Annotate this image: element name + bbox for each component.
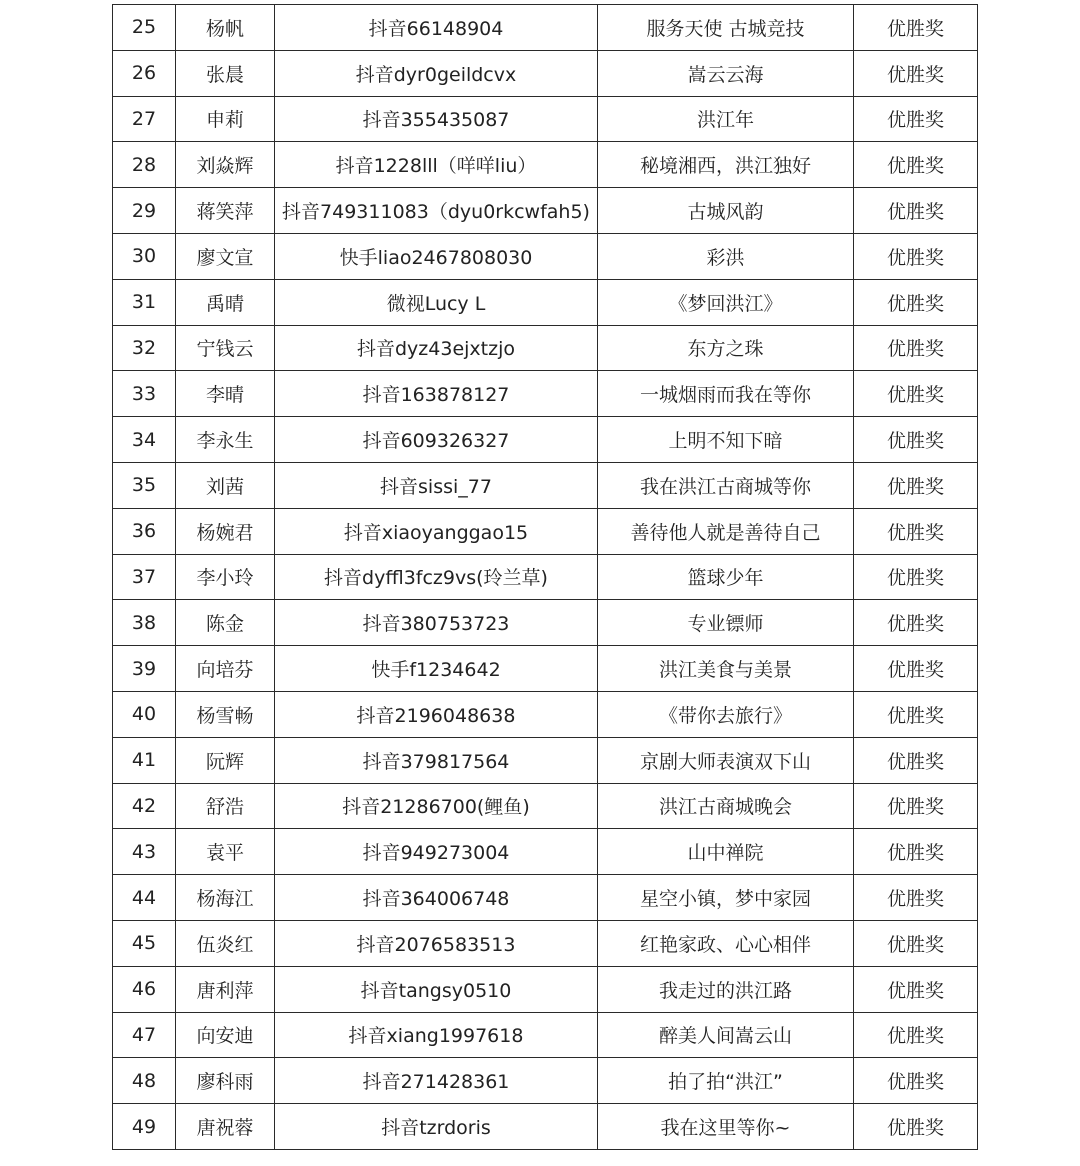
award-level-cell: 优胜奖 [854, 1104, 978, 1150]
work-title-cell: 篮球少年 [598, 554, 854, 600]
table-row [113, 325, 978, 371]
platform-account-cell: 快手f1234642 [275, 646, 598, 692]
award-level-cell: 优胜奖 [854, 50, 978, 96]
platform-account-cell: 抖音355435087 [275, 96, 598, 142]
award-level-cell: 优胜奖 [854, 5, 978, 51]
award-level-cell: 优胜奖 [854, 462, 978, 508]
work-title-cell: 善待他人就是善待自己 [598, 508, 854, 554]
platform-account-cell: 抖音xiang1997618 [275, 1012, 598, 1058]
row-number-cell: 42 [113, 783, 176, 829]
row-number-cell: 38 [113, 600, 176, 646]
table-row [113, 600, 978, 646]
row-number-cell: 43 [113, 829, 176, 875]
work-title-cell: 洪江古商城晚会 [598, 783, 854, 829]
work-title-cell: 《带你去旅行》 [598, 691, 854, 737]
winner-name-cell: 廖科雨 [176, 1058, 275, 1104]
row-number-cell: 25 [113, 5, 176, 51]
award-level-cell: 优胜奖 [854, 508, 978, 554]
work-title-cell: 山中禅院 [598, 829, 854, 875]
winner-name-cell: 唐祝蓉 [176, 1104, 275, 1150]
work-title-cell: 京剧大师表演双下山 [598, 737, 854, 783]
winner-name-cell: 向培芬 [176, 646, 275, 692]
row-number-cell: 30 [113, 233, 176, 279]
work-title-cell: 洪江美食与美景 [598, 646, 854, 692]
row-number-cell: 37 [113, 554, 176, 600]
platform-account-cell: 抖音1228lll（咩咩liu） [275, 142, 598, 188]
table-row [113, 691, 978, 737]
winner-name-cell: 刘茜 [176, 462, 275, 508]
platform-account-cell: 抖音163878127 [275, 371, 598, 417]
work-title-cell: 星空小镇，梦中家园 [598, 875, 854, 921]
award-level-cell: 优胜奖 [854, 325, 978, 371]
work-title-cell: 拍了拍“洪江” [598, 1058, 854, 1104]
winner-name-cell: 陈金 [176, 600, 275, 646]
platform-account-cell: 抖音380753723 [275, 600, 598, 646]
row-number-cell: 40 [113, 691, 176, 737]
winner-name-cell: 李晴 [176, 371, 275, 417]
work-title-cell: 红艳家政、心心相伴 [598, 920, 854, 966]
award-level-cell: 优胜奖 [854, 600, 978, 646]
platform-account-cell: 抖音66148904 [275, 5, 598, 51]
row-number-cell: 36 [113, 508, 176, 554]
winner-name-cell: 申莉 [176, 96, 275, 142]
work-title-cell: 秘境湘西，洪江独好 [598, 142, 854, 188]
row-number-cell: 41 [113, 737, 176, 783]
work-title-cell: 我在洪江古商城等你 [598, 462, 854, 508]
row-number-cell: 34 [113, 417, 176, 463]
row-number-cell: 28 [113, 142, 176, 188]
award-level-cell: 优胜奖 [854, 233, 978, 279]
award-table [112, 4, 978, 1150]
row-number-cell: 29 [113, 188, 176, 234]
table-row [113, 5, 978, 51]
row-number-cell: 47 [113, 1012, 176, 1058]
winner-name-cell: 阮辉 [176, 737, 275, 783]
work-title-cell: 我在这里等你~ [598, 1104, 854, 1150]
work-title-cell: 上明不知下暗 [598, 417, 854, 463]
platform-account-cell: 抖音dyr0geildcvx [275, 50, 598, 96]
work-title-cell: 嵩云云海 [598, 50, 854, 96]
winner-name-cell: 向安迪 [176, 1012, 275, 1058]
table-row [113, 279, 978, 325]
table-row [113, 554, 978, 600]
winner-name-cell: 杨婉君 [176, 508, 275, 554]
winner-name-cell: 蒋笑萍 [176, 188, 275, 234]
award-level-cell: 优胜奖 [854, 1058, 978, 1104]
platform-account-cell: 抖音749311083（dyu0rkcwfah5) [275, 188, 598, 234]
table-row [113, 96, 978, 142]
winner-name-cell: 李永生 [176, 417, 275, 463]
winner-name-cell: 禹晴 [176, 279, 275, 325]
row-number-cell: 49 [113, 1104, 176, 1150]
platform-account-cell: 抖音271428361 [275, 1058, 598, 1104]
table-row [113, 233, 978, 279]
platform-account-cell: 抖音21286700(鲤鱼) [275, 783, 598, 829]
platform-account-cell: 快手liao2467808030 [275, 233, 598, 279]
award-level-cell: 优胜奖 [854, 96, 978, 142]
winner-name-cell: 李小玲 [176, 554, 275, 600]
award-level-cell: 优胜奖 [854, 966, 978, 1012]
award-level-cell: 优胜奖 [854, 188, 978, 234]
work-title-cell: 一城烟雨而我在等你 [598, 371, 854, 417]
award-level-cell: 优胜奖 [854, 279, 978, 325]
award-level-cell: 优胜奖 [854, 142, 978, 188]
table-row [113, 783, 978, 829]
award-level-cell: 优胜奖 [854, 920, 978, 966]
winner-name-cell: 伍炎红 [176, 920, 275, 966]
row-number-cell: 32 [113, 325, 176, 371]
row-number-cell: 33 [113, 371, 176, 417]
platform-account-cell: 抖音609326327 [275, 417, 598, 463]
row-number-cell: 31 [113, 279, 176, 325]
work-title-cell: 我走过的洪江路 [598, 966, 854, 1012]
winner-name-cell: 刘焱辉 [176, 142, 275, 188]
row-number-cell: 44 [113, 875, 176, 921]
winner-name-cell: 杨海江 [176, 875, 275, 921]
platform-account-cell: 抖音364006748 [275, 875, 598, 921]
row-number-cell: 46 [113, 966, 176, 1012]
platform-account-cell: 抖音tzrdoris [275, 1104, 598, 1150]
row-number-cell: 39 [113, 646, 176, 692]
platform-account-cell: 抖音xiaoyanggao15 [275, 508, 598, 554]
winner-name-cell: 廖文宣 [176, 233, 275, 279]
row-number-cell: 27 [113, 96, 176, 142]
work-title-cell: 《梦回洪江》 [598, 279, 854, 325]
platform-account-cell: 抖音949273004 [275, 829, 598, 875]
work-title-cell: 古城风韵 [598, 188, 854, 234]
winner-name-cell: 杨雪畅 [176, 691, 275, 737]
award-level-cell: 优胜奖 [854, 691, 978, 737]
work-title-cell: 服务天使 古城竞技 [598, 5, 854, 51]
winner-name-cell: 唐利萍 [176, 966, 275, 1012]
platform-account-cell: 抖音2076583513 [275, 920, 598, 966]
work-title-cell: 彩洪 [598, 233, 854, 279]
platform-account-cell: 抖音sissi_77 [275, 462, 598, 508]
table-row [113, 875, 978, 921]
winner-name-cell: 张晨 [176, 50, 275, 96]
winner-name-cell: 袁平 [176, 829, 275, 875]
winner-name-cell: 杨帆 [176, 5, 275, 51]
platform-account-cell: 抖音379817564 [275, 737, 598, 783]
platform-account-cell: 抖音2196048638 [275, 691, 598, 737]
table-row [113, 829, 978, 875]
award-level-cell: 优胜奖 [854, 417, 978, 463]
award-level-cell: 优胜奖 [854, 829, 978, 875]
award-level-cell: 优胜奖 [854, 737, 978, 783]
award-level-cell: 优胜奖 [854, 646, 978, 692]
award-table-body [113, 5, 978, 1150]
work-title-cell: 专业镖师 [598, 600, 854, 646]
row-number-cell: 48 [113, 1058, 176, 1104]
table-row [113, 1104, 978, 1150]
row-number-cell: 35 [113, 462, 176, 508]
work-title-cell: 醉美人间嵩云山 [598, 1012, 854, 1058]
platform-account-cell: 抖音dyz43ejxtzjo [275, 325, 598, 371]
table-row [113, 1058, 978, 1104]
table-row [113, 508, 978, 554]
winner-name-cell: 舒浩 [176, 783, 275, 829]
platform-account-cell: 微视Lucy L [275, 279, 598, 325]
table-row [113, 966, 978, 1012]
row-number-cell: 45 [113, 920, 176, 966]
platform-account-cell: 抖音tangsy0510 [275, 966, 598, 1012]
award-level-cell: 优胜奖 [854, 371, 978, 417]
award-level-cell: 优胜奖 [854, 783, 978, 829]
award-list-sheet [112, 4, 977, 1150]
award-level-cell: 优胜奖 [854, 1012, 978, 1058]
work-title-cell: 洪江年 [598, 96, 854, 142]
table-row [113, 417, 978, 463]
table-row [113, 920, 978, 966]
work-title-cell: 东方之珠 [598, 325, 854, 371]
award-level-cell: 优胜奖 [854, 554, 978, 600]
table-row [113, 737, 978, 783]
table-row [113, 646, 978, 692]
winner-name-cell: 宁钱云 [176, 325, 275, 371]
award-level-cell: 优胜奖 [854, 875, 978, 921]
platform-account-cell: 抖音dyffl3fcz9vs(玲兰草) [275, 554, 598, 600]
table-row [113, 142, 978, 188]
table-row [113, 50, 978, 96]
table-row [113, 371, 978, 417]
table-row [113, 1012, 978, 1058]
table-row [113, 462, 978, 508]
row-number-cell: 26 [113, 50, 176, 96]
table-row [113, 188, 978, 234]
